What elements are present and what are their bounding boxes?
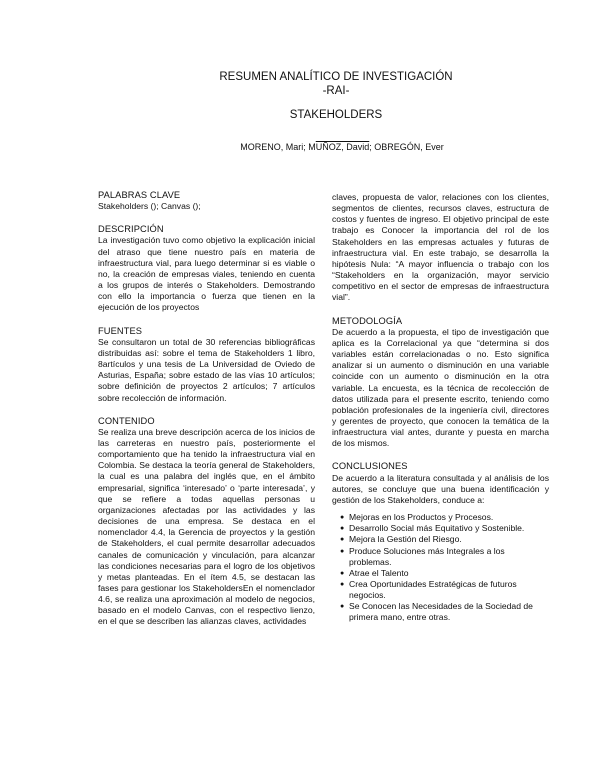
document-topic: STAKEHOLDERS <box>289 109 383 121</box>
document-subtitle: -RAI- <box>322 85 350 97</box>
palabras-clave-heading: PALABRAS CLAVE <box>98 190 181 200</box>
list-item: ● Mejora la Gestión del Riesgo. <box>340 534 549 545</box>
left-column <box>98 190 315 628</box>
list-item: ● Desarrollo Social más Equitativo y Sostenible. <box>340 523 549 534</box>
list-item: ● Produce Soluciones más Integrales a los problemas. <box>340 546 549 568</box>
right-column <box>332 192 549 624</box>
conclusiones-text: De acuerdo a la literatura consultada y al análisis de los autores, se concluye que una buena identificación y gestión de los Stakeholders, conduce a: <box>332 472 549 505</box>
authors <box>42 142 600 152</box>
list-item: ● Se Conocen las Necesidades de la Sociedad de primera mano, entre otras. <box>340 601 549 623</box>
conclusiones-heading: CONCLUSIONES <box>332 461 408 472</box>
fuentes-text: Se consultaron un total de 30 referencias bibliográficas distribuidas así: sobre el tema de Stakeholders 1 libro, 8artículos y una tesis de La Universidad de Oviedo de Asturias, España; sobre estado de las vías 10 artículos; sobre definición de proyectos 2 artículos; 7 artículos sobre recolección de información. <box>98 336 315 403</box>
authors-part-1: MORENO, Mari; M <box>240 142 316 152</box>
contenido-continued-text: claves, propuesta de valor, relaciones con los clientes, segmentos de clientes, recursos claves, estructura de costos y fuentes de ingreso. El objetivo principal de este trabajo es Conocer la importancia del rol de los Stakeholders en las empresas actuales y futuras de infraestructura vial. En este trabajo, se desarrolla la hipótesis Nula: “A mayor influencia o trabajo con los “Stakeholders en la organización, mayor servicio competitivo en el sector de empresas de infraestructura vial”. <box>332 192 549 303</box>
authors-part-3: ; OBREGÓN, Ever <box>369 142 444 152</box>
fuentes-heading: FUENTES <box>98 325 143 336</box>
conclusiones-list <box>340 512 549 624</box>
list-item: ● Atrae el Talento <box>340 568 549 579</box>
list-item: ● Mejoras en los Productos y Procesos. <box>340 512 549 523</box>
contenido-text: Se realiza una breve descripción acerca de los inicios de las carreteras en nuestro país, posteriormente el comportamiento que ha tenido la infraestructura vial en Colombia. Se destaca la teoría general de Stakeholders, la cual es una palabra del inglés que, en el ámbito empresarial, significa ‘interesado’ o ‘parte interesada’, y que se refiere a todas aquellas personas u organizaciones afectadas por las actividades y las decisiones de una empresa. Se destaca en el nomenclador 4.4, la Gerencia de proyectos y la gestión de Stakeholders, el cual permite desarrollar adecuados canales de comunicación y vinculación, para alcanzar las condiciones necesarias para el logro de los objetivos y metas planteadas. En el ítem 4.5, se destacan las fases para gestionar los StakeholdersEn el nomenclador 4.6, se realiza una aproximación al modelo de negocios, basado en el modelo Canvas, con el respectivo lienzo, en el que se describen las alianzas claves, actividades <box>98 426 315 627</box>
descripcion-text: La investigación tuvo como objetivo la explicación inicial del atraso que tiene nuestro país en materia de infraestructura vial, para luego determinar si es viable o no, la creación de empresas viales, teniendo en cuenta a los grupos de interés o Stakeholders. Demostrando con ello la importancia o fuerza que tienen en la ejecución de los proyectos <box>98 235 315 313</box>
authors-part-2: UÑOZ, David <box>315 142 370 152</box>
metodologia-heading: METODOLOGÍA <box>332 315 403 326</box>
palabras-clave-text: Stakeholders (); Canvas (); <box>98 201 201 212</box>
contenido-heading: CONTENIDO <box>98 415 155 426</box>
document-title: RESUMEN ANALÍTICO DE INVESTIGACIÓN <box>219 71 453 83</box>
metodologia-text: De acuerdo a la propuesta, el tipo de investigación que aplica es la Correlacional ya que “determina si dos variables están correlacionadas o no. Esto significa analizar si un aumento o disminución en una variable coincide con un aumento o disminución en la otra variable. La encuesta, es la técnica de recolección de datos utilizada para el presente escrito, teniendo como población profesionales de la ingeniería civil, directores y gerentes de proyecto, que conocen la temática de la infraestructura vial antes, durante y puesta en marcha de los mismos. <box>332 326 549 449</box>
list-item: ● Crea Oportunidades Estratégicas de futuros negocios. <box>340 579 549 601</box>
descripcion-heading: DESCRIPCIÓN <box>98 224 164 235</box>
